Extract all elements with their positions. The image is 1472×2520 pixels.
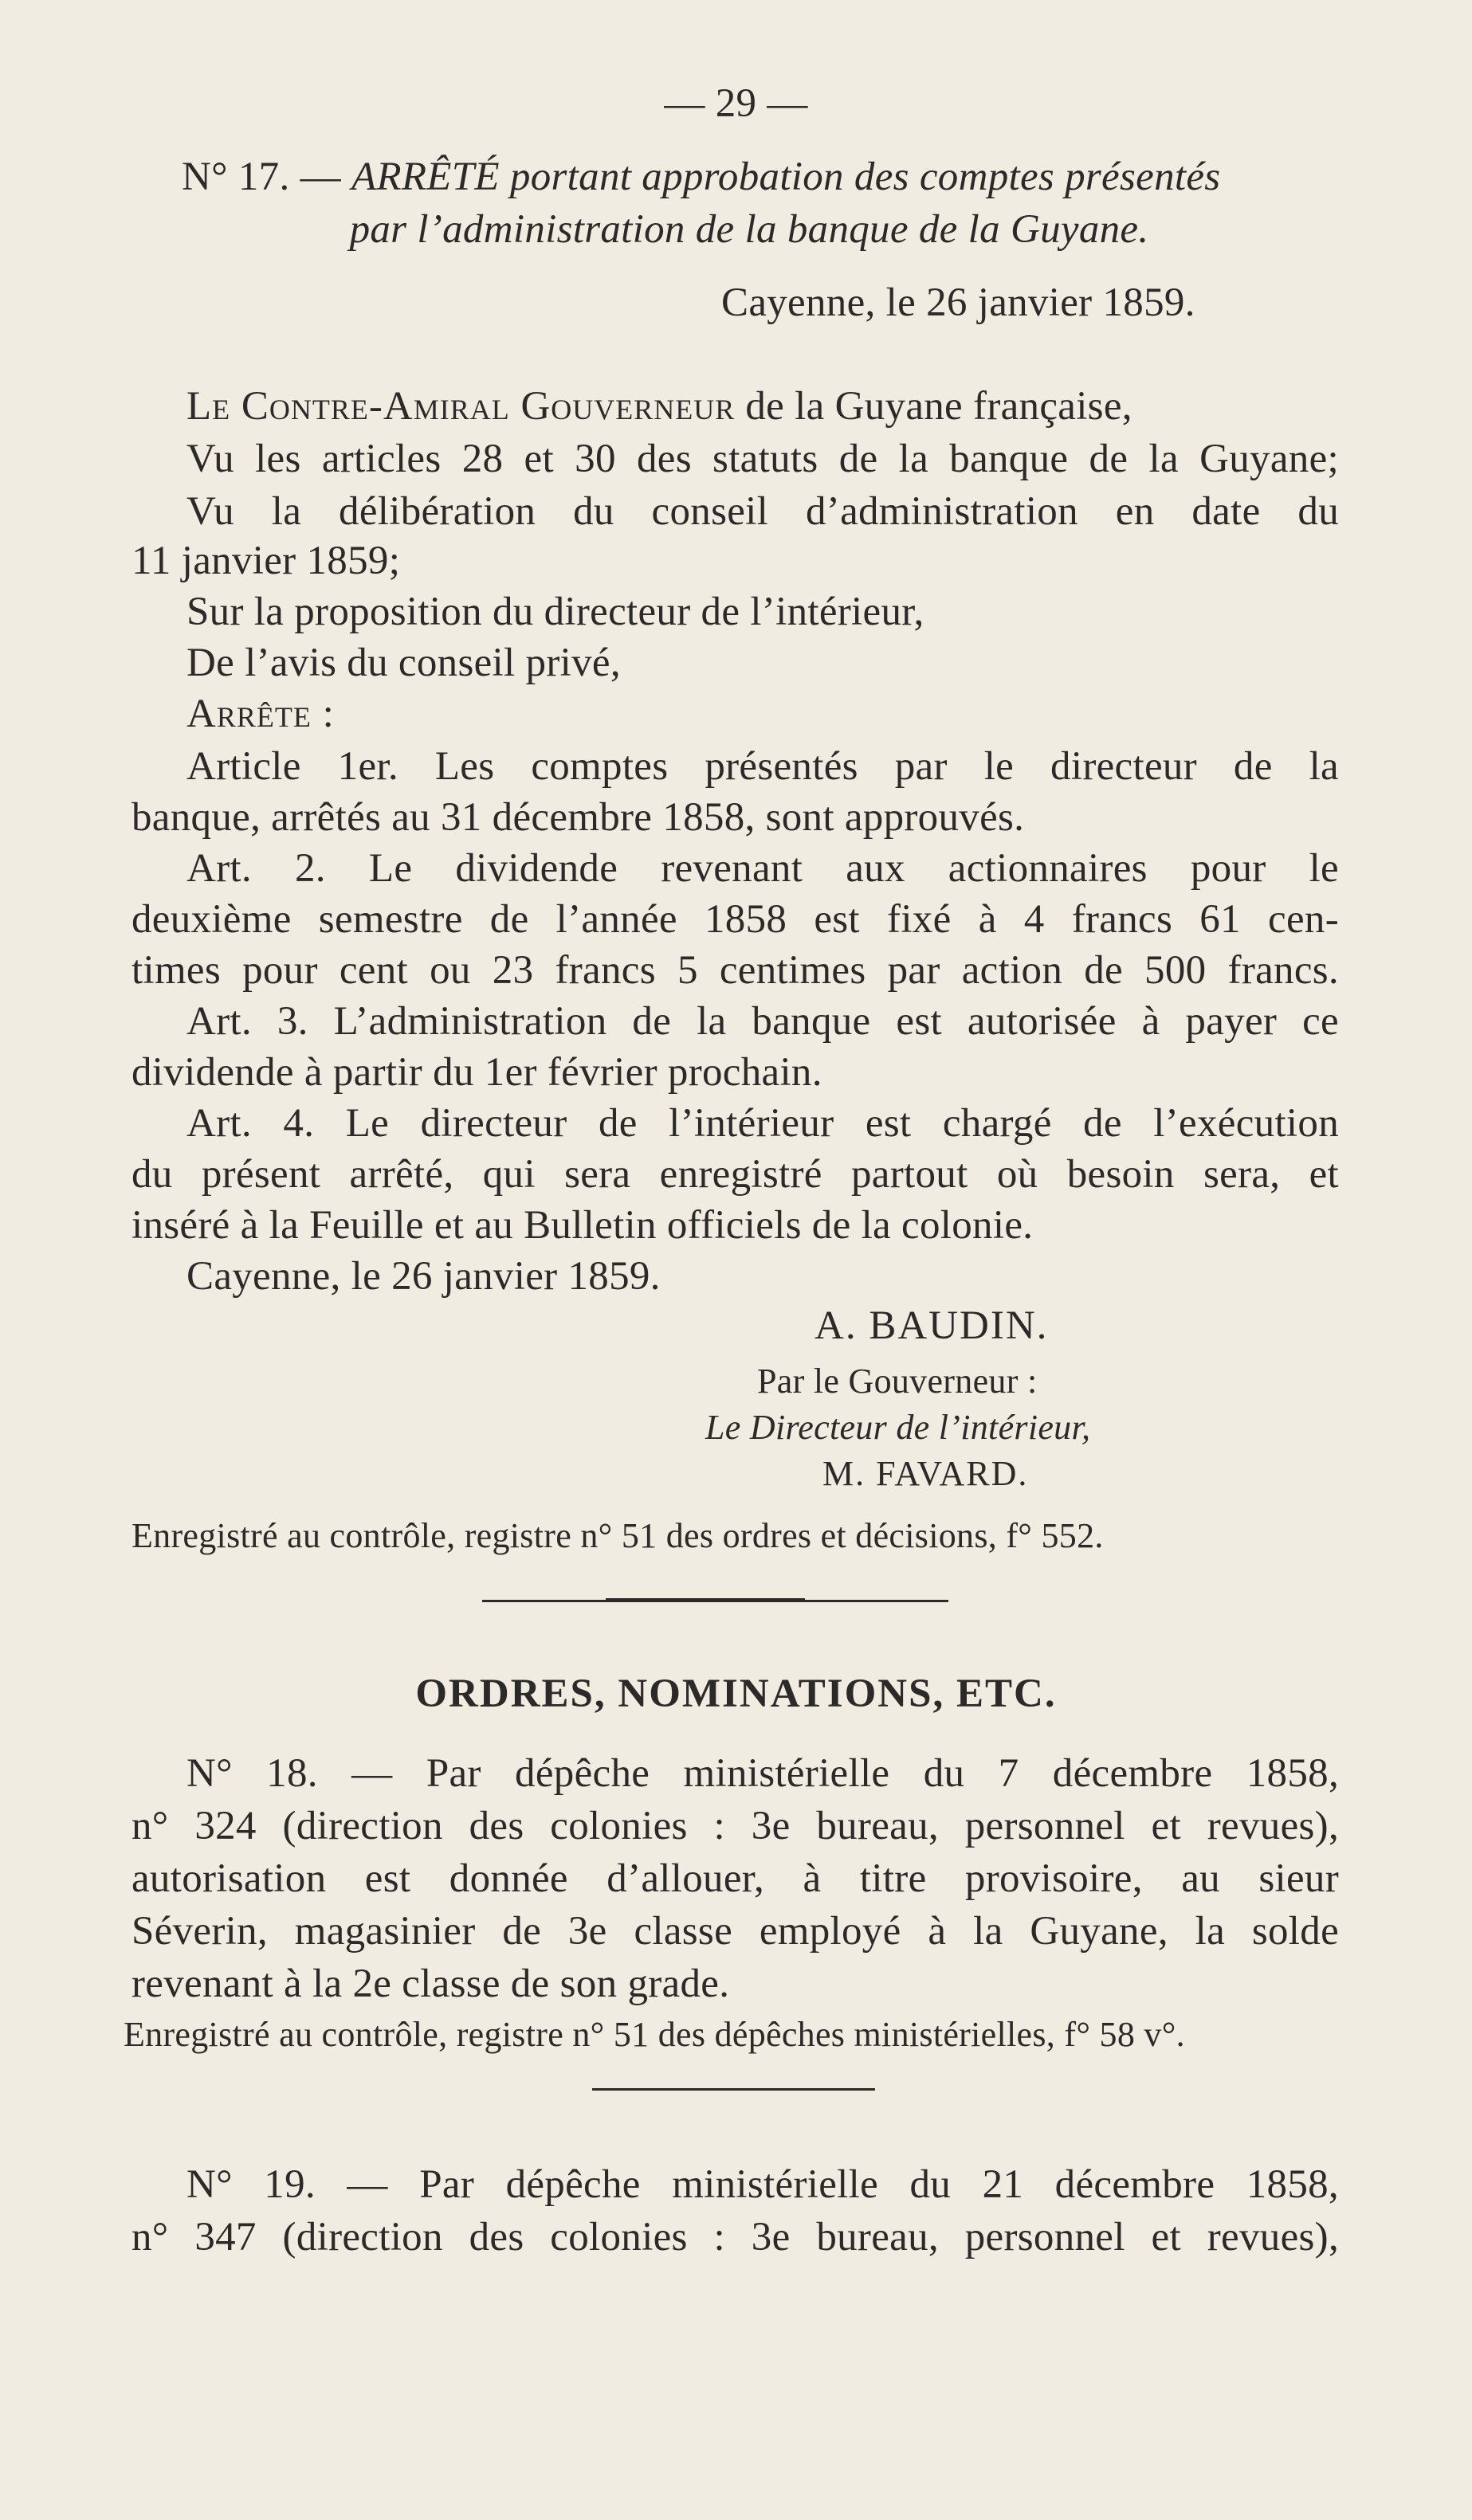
arrete-body-line: times pour cent ou 23 francs 5 centimes par action de 500 francs. xyxy=(131,948,1339,993)
item-19-line: N° 19. — Par dépêche ministérielle du 21 décembre 1858, xyxy=(186,2162,1339,2207)
arrete-number: N° 17. — xyxy=(182,155,341,199)
arrete-body-line: Vu les articles 28 et 30 des statuts de la banque de la Guyane; xyxy=(186,437,1339,481)
arrete-registration: Enregistré au contrôle, registre n° 51 des ordres et décisions, f° 552. xyxy=(131,1516,1104,1555)
item-18-line: revenant à la 2e classe de son grade. xyxy=(131,1962,730,2006)
arrete-body-line: Cayenne, le 26 janvier 1859. xyxy=(186,1254,661,1299)
section-divider-rule-accent xyxy=(606,1598,805,1602)
arrete-body-line: inséré à la Feuille et au Bulletin officiels de la colonie. xyxy=(131,1203,1034,1248)
arrete-decree-word: Arrête : xyxy=(186,692,335,736)
arrete-body-line: 11 janvier 1859; xyxy=(131,539,401,583)
arrete-body-line: banque, arrêtés au 31 décembre 1858, sont approuvés. xyxy=(131,795,1025,840)
arrete-body-line: Le Contre-Amiral Gouverneur de la Guyane française, xyxy=(186,384,1132,429)
arrete-body-line: Art. 3. L’administration de la banque est autorisée à payer ce xyxy=(186,999,1339,1044)
item-18-line: Séverin, magasinier de 3e classe employé à la Guyane, la solde xyxy=(131,1909,1339,1954)
directeur-line: Le Directeur de l’intérieur, xyxy=(705,1408,1091,1447)
countersignature: M. FAVARD. xyxy=(822,1454,1029,1493)
arrete-body-line: Art. 2. Le dividende revenant aux actionnaires pour le xyxy=(186,846,1339,891)
arrete-body-line: dividende à partir du 1er février prochain. xyxy=(131,1050,822,1095)
arrete-author: Le Contre-Amiral Gouverneur xyxy=(186,384,736,429)
arrete-heading-line-1 xyxy=(182,153,1220,201)
item-18-line: n° 324 (direction des colonies : 3e bureau, personnel et revues), xyxy=(131,1804,1339,1848)
arrete-heading-line-2: par l’administration de la banque de la Guyane. xyxy=(349,207,1149,252)
arrete-body-line: Article 1er. Les comptes présentés par le directeur de la xyxy=(186,744,1339,789)
arrete-dateline: Cayenne, le 26 janvier 1859. xyxy=(721,280,1195,325)
signature: A. BAUDIN. xyxy=(815,1303,1049,1348)
item-18-registration: Enregistré au contrôle, registre n° 51 des dépêches ministérielles, f° 58 v°. xyxy=(124,2015,1185,2054)
arrete-title-1: ARRÊTÉ portant approbation des comptes présentés xyxy=(351,155,1221,199)
arrete-body-line: du présent arrêté, qui sera enregistré partout où besoin sera, et xyxy=(131,1152,1339,1197)
section-title: ORDRES, NOMINATIONS, ETC. xyxy=(415,1672,1057,1716)
item-19-line: n° 347 (direction des colonies : 3e bureau, personnel et revues), xyxy=(131,2215,1339,2259)
arrete-body-line: Sur la proposition du directeur de l’intérieur, xyxy=(186,590,924,634)
arrete-body-line: deuxième semestre de l’année 1858 est fixé à 4 francs 61 cen- xyxy=(131,897,1339,942)
arrete-body-line: De l’avis du conseil privé, xyxy=(186,641,621,685)
par-le-gouverneur: Par le Gouverneur : xyxy=(757,1362,1038,1401)
page-number: — 29 — xyxy=(664,81,808,126)
item-18-line: N° 18. — Par dépêche ministérielle du 7 décembre 1858, xyxy=(186,1751,1339,1796)
item-18-line: autorisation est donnée d’allouer, à titre provisoire, au sieur xyxy=(131,1856,1339,1901)
arrete-body-line: Art. 4. Le directeur de l’intérieur est chargé de l’exécution xyxy=(186,1101,1339,1146)
item-divider-rule xyxy=(592,2088,875,2091)
arrete-body-line: Vu la délibération du conseil d’administration en date du xyxy=(186,489,1339,534)
